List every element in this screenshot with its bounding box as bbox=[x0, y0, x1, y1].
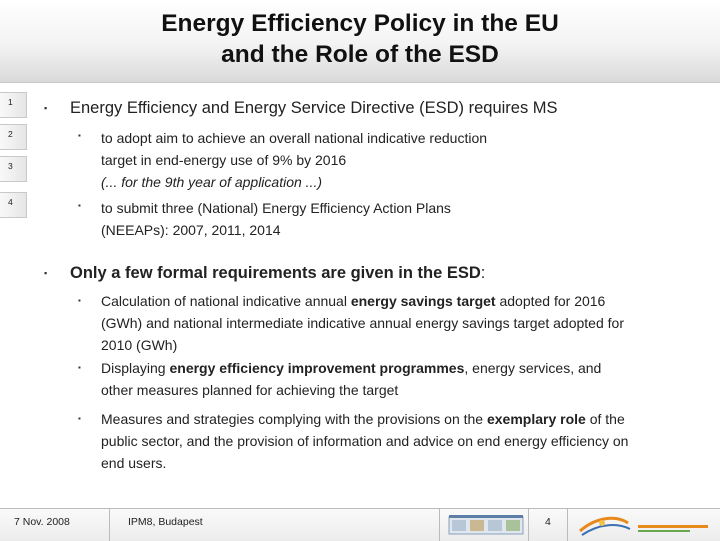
text-line: end users. bbox=[101, 455, 167, 471]
bullet-1-sub-2 bbox=[101, 197, 451, 241]
sidebar-item-label: 2 bbox=[8, 129, 13, 139]
bold-run: energy savings target bbox=[350, 293, 496, 309]
text-run: Displaying bbox=[101, 360, 170, 376]
bullet-marker: ▪ bbox=[78, 131, 81, 140]
footer-page-number: 4 bbox=[528, 509, 568, 541]
footer-date: 7 Nov. 2008 bbox=[0, 509, 110, 541]
text-line: public sector, and the provision of information and advice on end energy efficiency on bbox=[101, 433, 629, 449]
bullet-2-text bbox=[70, 263, 485, 283]
footer-event: IPM8, Budapest bbox=[110, 509, 440, 541]
bullet-2-colon: : bbox=[480, 264, 486, 282]
text-run: , energy services, and bbox=[464, 360, 602, 376]
sidebar-item-label: 4 bbox=[8, 197, 13, 207]
sidebar-item-label: 1 bbox=[8, 97, 13, 107]
sidebar-item-3[interactable] bbox=[0, 156, 27, 182]
text-line: to adopt aim to achieve an overall national indicative reduction bbox=[101, 130, 488, 146]
bullet-2-sub-1 bbox=[101, 290, 624, 356]
title-line-1: Energy Efficiency Policy in the EU bbox=[161, 10, 559, 37]
bold-run: energy efficiency improvement programmes bbox=[169, 360, 465, 376]
sidebar-item-label: 3 bbox=[8, 161, 13, 171]
text-line: (GWh) and national intermediate indicative annual energy savings target adopted for bbox=[101, 315, 624, 331]
text-line bbox=[101, 171, 487, 193]
title-line-2: and the Role of the ESD bbox=[221, 41, 499, 68]
bullet-2-sub-2 bbox=[101, 357, 601, 401]
text-run: Calculation of national indicative annual bbox=[101, 293, 351, 309]
text-line: target in end-energy use of 9% by 2016 bbox=[101, 152, 347, 168]
bullet-marker: ▪ bbox=[44, 103, 48, 113]
text-run: Measures and strategies complying with the provisions on the bbox=[101, 411, 487, 427]
swoosh-logo-icon bbox=[576, 513, 716, 539]
bullet-marker: ▪ bbox=[78, 414, 81, 423]
slide-footer bbox=[0, 508, 720, 541]
bullet-1-text: Energy Efficiency and Energy Service Directive (ESD) requires MS bbox=[70, 99, 558, 117]
bullet-marker: ▪ bbox=[78, 201, 81, 210]
text-line bbox=[101, 290, 624, 312]
bullet-marker: ▪ bbox=[44, 268, 48, 278]
slide-title bbox=[60, 8, 660, 70]
text-line: (NEEAPs): 2007, 2011, 2014 bbox=[101, 222, 281, 238]
text-run: of the bbox=[585, 411, 625, 427]
text-line: to submit three (National) Energy Efficiency Action Plans bbox=[101, 200, 451, 216]
bullet-2-sub-3 bbox=[101, 408, 628, 474]
bullet-marker: ▪ bbox=[78, 363, 81, 372]
text-line bbox=[101, 408, 628, 430]
bold-run: exemplary role bbox=[486, 411, 586, 427]
bullet-2-bold: Only a few formal requirements are given in the ESD bbox=[70, 264, 481, 282]
text-line bbox=[101, 357, 601, 379]
bullet-marker: ▪ bbox=[78, 296, 81, 305]
sidebar-item-2[interactable] bbox=[0, 124, 27, 150]
slide-header bbox=[0, 0, 720, 83]
text-line: 2010 (GWh) bbox=[101, 337, 178, 353]
italic-note: (... for the 9th year of application ...) bbox=[101, 174, 322, 190]
sidebar-item-4[interactable] bbox=[0, 192, 27, 218]
sidebar-item-1[interactable] bbox=[0, 92, 27, 118]
building-logo-icon bbox=[448, 514, 524, 536]
bullet-1-sub-1 bbox=[101, 127, 487, 193]
text-line: other measures planned for achieving the target bbox=[101, 382, 399, 398]
text-run: adopted for 2016 bbox=[495, 293, 606, 309]
